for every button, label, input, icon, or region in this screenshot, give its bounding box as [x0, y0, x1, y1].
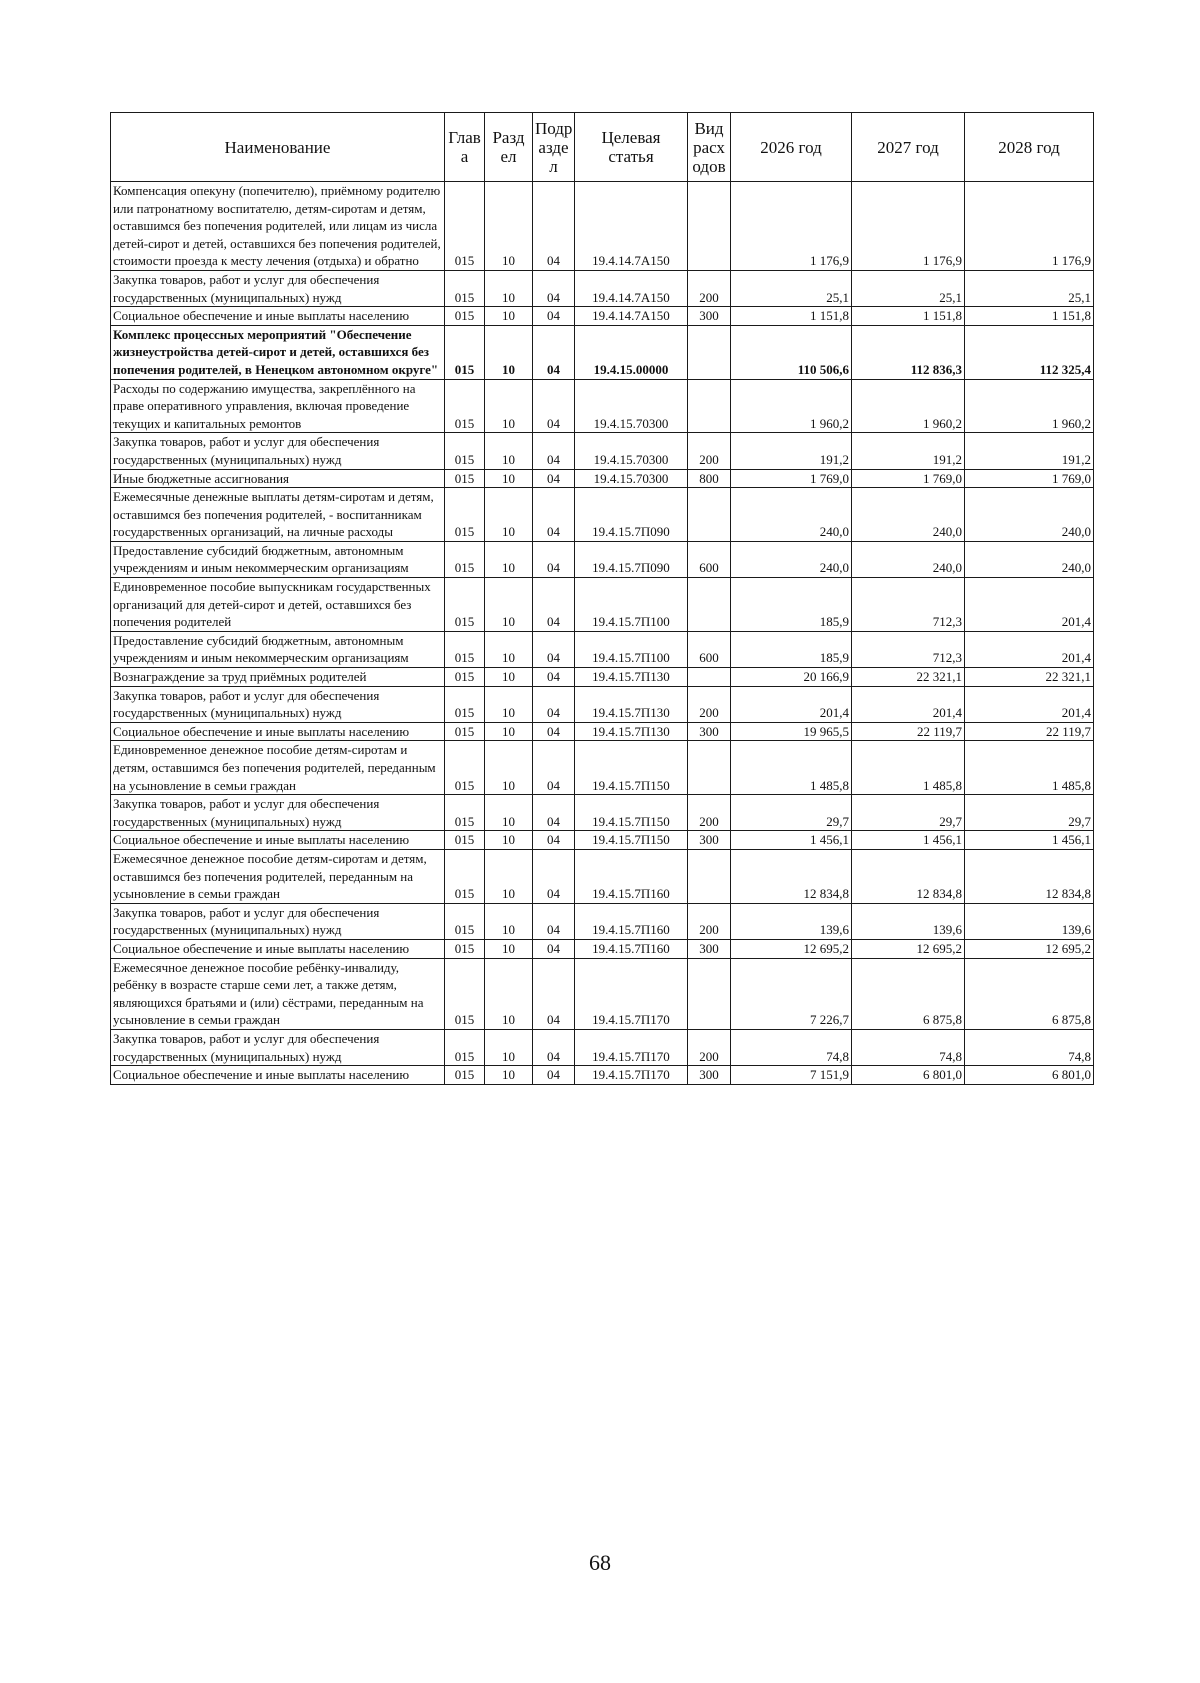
cell-expense-type: [688, 958, 731, 1029]
cell-glava: 015: [445, 433, 485, 469]
cell-target-article: 19.4.15.7П170: [575, 1029, 688, 1065]
cell-razdel: 10: [485, 182, 533, 271]
cell-2026: 7 226,7: [731, 958, 852, 1029]
table-row: [111, 903, 1094, 939]
cell-2028: 25,1: [965, 270, 1094, 306]
cell-glava: 015: [445, 741, 485, 795]
cell-2026: 185,9: [731, 631, 852, 667]
cell-2027: 240,0: [852, 488, 965, 542]
cell-expense-type: [688, 325, 731, 379]
table-row: [111, 469, 1094, 488]
table-body: [111, 182, 1094, 1085]
cell-expense-type: [688, 741, 731, 795]
header-glava: Глав а: [445, 113, 485, 182]
table-row: [111, 831, 1094, 850]
table-row: [111, 668, 1094, 687]
cell-target-article: 19.4.15.7П170: [575, 1066, 688, 1085]
cell-2028: 12 834,8: [965, 849, 1094, 903]
cell-2027: 191,2: [852, 433, 965, 469]
cell-2027: 139,6: [852, 903, 965, 939]
cell-expense-type: 600: [688, 541, 731, 577]
cell-2027: 1 960,2: [852, 379, 965, 433]
header-name: Наименование: [111, 113, 445, 182]
cell-target-article: 19.4.15.7П170: [575, 958, 688, 1029]
cell-podrazdel: 04: [533, 795, 575, 831]
cell-name: Единовременное пособие выпускникам государственных организаций для детей-сирот и детей, оставшихся без попечения родителей: [111, 578, 445, 632]
cell-razdel: 10: [485, 1066, 533, 1085]
cell-podrazdel: 04: [533, 1029, 575, 1065]
cell-2028: 112 325,4: [965, 325, 1094, 379]
cell-2027: 12 695,2: [852, 939, 965, 958]
table-row: [111, 578, 1094, 632]
cell-razdel: 10: [485, 849, 533, 903]
header-razdel: Разд ел: [485, 113, 533, 182]
cell-glava: 015: [445, 270, 485, 306]
table-row: [111, 795, 1094, 831]
cell-2027: 1 176,9: [852, 182, 965, 271]
cell-podrazdel: 04: [533, 433, 575, 469]
header-year-2027: 2027 год: [852, 113, 965, 182]
cell-glava: 015: [445, 686, 485, 722]
cell-razdel: 10: [485, 958, 533, 1029]
cell-2027: 6 875,8: [852, 958, 965, 1029]
cell-name: Социальное обеспечение и иные выплаты населению: [111, 939, 445, 958]
cell-name: Ежемесячные денежные выплаты детям-сиротам и детям, оставшимся без попечения родителей, - воспитанникам государственных организаций, на личные расходы: [111, 488, 445, 542]
cell-2028: 240,0: [965, 488, 1094, 542]
cell-target-article: 19.4.15.7П150: [575, 741, 688, 795]
cell-podrazdel: 04: [533, 958, 575, 1029]
cell-podrazdel: 04: [533, 939, 575, 958]
cell-2028: 1 151,8: [965, 307, 1094, 326]
cell-podrazdel: 04: [533, 686, 575, 722]
table-header-row: [111, 113, 1094, 182]
cell-name: Закупка товаров, работ и услуг для обеспечения государственных (муниципальных) нужд: [111, 1029, 445, 1065]
cell-razdel: 10: [485, 722, 533, 741]
table-row: [111, 958, 1094, 1029]
table-row: [111, 722, 1094, 741]
table-row: [111, 686, 1094, 722]
cell-expense-type: 200: [688, 795, 731, 831]
cell-name: Единовременное денежное пособие детям-сиротам и детям, оставшимся без попечения родителей, переданным на усыновление в семьи граждан: [111, 741, 445, 795]
cell-target-article: 19.4.15.7П160: [575, 849, 688, 903]
cell-2026: 1 960,2: [731, 379, 852, 433]
cell-glava: 015: [445, 795, 485, 831]
cell-2026: 240,0: [731, 541, 852, 577]
cell-name: Комплекс процессных мероприятий "Обеспечение жизнеустройства детей-сирот и детей, оставшихся без попечения родителей, в Ненецком автономном округе": [111, 325, 445, 379]
cell-glava: 015: [445, 541, 485, 577]
cell-target-article: 19.4.15.7П160: [575, 939, 688, 958]
cell-2026: 12 834,8: [731, 849, 852, 903]
cell-target-article: 19.4.15.7П100: [575, 631, 688, 667]
table-row: [111, 270, 1094, 306]
header-podrazdel: Подр азде л: [533, 113, 575, 182]
cell-podrazdel: 04: [533, 903, 575, 939]
table-row: [111, 1066, 1094, 1085]
cell-razdel: 10: [485, 488, 533, 542]
cell-2026: 1 485,8: [731, 741, 852, 795]
cell-target-article: 19.4.15.7П130: [575, 668, 688, 687]
cell-target-article: 19.4.15.7П090: [575, 541, 688, 577]
cell-podrazdel: 04: [533, 270, 575, 306]
cell-glava: 015: [445, 469, 485, 488]
cell-2026: 74,8: [731, 1029, 852, 1065]
cell-glava: 015: [445, 722, 485, 741]
cell-expense-type: 300: [688, 831, 731, 850]
cell-razdel: 10: [485, 741, 533, 795]
cell-target-article: 19.4.14.7А150: [575, 270, 688, 306]
table-row: [111, 939, 1094, 958]
cell-2026: 139,6: [731, 903, 852, 939]
cell-razdel: 10: [485, 903, 533, 939]
cell-2026: 12 695,2: [731, 939, 852, 958]
cell-glava: 015: [445, 1066, 485, 1085]
cell-target-article: 19.4.15.7П130: [575, 686, 688, 722]
cell-target-article: 19.4.14.7А150: [575, 182, 688, 271]
cell-name: Компенсация опекуну (попечителю), приёмному родителю или патронатному воспитателю, детям-сиротам и детям, оставшимся без попечения родителей, или лицам из числа детей-сирот и детей, оставшихся без попечения родителей, стоимости проезда к месту лечения (отдыха) и обратно: [111, 182, 445, 271]
cell-2028: 1 960,2: [965, 379, 1094, 433]
cell-2028: 240,0: [965, 541, 1094, 577]
cell-expense-type: [688, 578, 731, 632]
cell-2026: 1 176,9: [731, 182, 852, 271]
cell-2026: 1 151,8: [731, 307, 852, 326]
cell-name: Закупка товаров, работ и услуг для обеспечения государственных (муниципальных) нужд: [111, 795, 445, 831]
cell-2026: 25,1: [731, 270, 852, 306]
cell-2027: 240,0: [852, 541, 965, 577]
cell-target-article: 19.4.15.70300: [575, 469, 688, 488]
cell-2026: 20 166,9: [731, 668, 852, 687]
cell-2026: 29,7: [731, 795, 852, 831]
table-row: [111, 541, 1094, 577]
cell-target-article: 19.4.15.7П090: [575, 488, 688, 542]
cell-2028: 6 801,0: [965, 1066, 1094, 1085]
cell-expense-type: [688, 488, 731, 542]
cell-2026: 201,4: [731, 686, 852, 722]
cell-razdel: 10: [485, 307, 533, 326]
cell-razdel: 10: [485, 631, 533, 667]
cell-razdel: 10: [485, 831, 533, 850]
cell-target-article: 19.4.15.70300: [575, 433, 688, 469]
cell-2026: 240,0: [731, 488, 852, 542]
cell-2027: 6 801,0: [852, 1066, 965, 1085]
cell-podrazdel: 04: [533, 741, 575, 795]
cell-razdel: 10: [485, 379, 533, 433]
cell-podrazdel: 04: [533, 469, 575, 488]
cell-expense-type: 300: [688, 1066, 731, 1085]
cell-target-article: 19.4.15.7П130: [575, 722, 688, 741]
table-row: [111, 488, 1094, 542]
cell-podrazdel: 04: [533, 182, 575, 271]
cell-glava: 015: [445, 939, 485, 958]
cell-expense-type: [688, 849, 731, 903]
cell-podrazdel: 04: [533, 1066, 575, 1085]
cell-razdel: 10: [485, 939, 533, 958]
cell-expense-type: [688, 379, 731, 433]
cell-2027: 112 836,3: [852, 325, 965, 379]
cell-name: Социальное обеспечение и иные выплаты населению: [111, 307, 445, 326]
budget-table: [110, 112, 1094, 1085]
cell-name: Ежемесячное денежное пособие детям-сиротам и детям, оставшимся без попечения родителей, переданным на усыновление в семьи граждан: [111, 849, 445, 903]
table-row: [111, 307, 1094, 326]
cell-podrazdel: 04: [533, 668, 575, 687]
cell-target-article: 19.4.15.00000: [575, 325, 688, 379]
cell-glava: 015: [445, 578, 485, 632]
cell-razdel: 10: [485, 433, 533, 469]
cell-name: Социальное обеспечение и иные выплаты населению: [111, 1066, 445, 1085]
cell-podrazdel: 04: [533, 325, 575, 379]
cell-2027: 1 151,8: [852, 307, 965, 326]
cell-target-article: 19.4.15.7П150: [575, 795, 688, 831]
cell-razdel: 10: [485, 270, 533, 306]
cell-glava: 015: [445, 831, 485, 850]
cell-expense-type: 200: [688, 1029, 731, 1065]
cell-target-article: 19.4.14.7А150: [575, 307, 688, 326]
cell-2027: 712,3: [852, 631, 965, 667]
cell-target-article: 19.4.15.70300: [575, 379, 688, 433]
cell-glava: 015: [445, 1029, 485, 1065]
cell-2027: 25,1: [852, 270, 965, 306]
cell-podrazdel: 04: [533, 488, 575, 542]
cell-glava: 015: [445, 182, 485, 271]
cell-podrazdel: 04: [533, 307, 575, 326]
cell-2028: 201,4: [965, 578, 1094, 632]
cell-2028: 1 176,9: [965, 182, 1094, 271]
cell-glava: 015: [445, 631, 485, 667]
cell-2028: 1 485,8: [965, 741, 1094, 795]
cell-2028: 6 875,8: [965, 958, 1094, 1029]
cell-expense-type: 300: [688, 722, 731, 741]
page-number: 68: [589, 1550, 611, 1575]
cell-2028: 191,2: [965, 433, 1094, 469]
cell-podrazdel: 04: [533, 831, 575, 850]
cell-2028: 22 119,7: [965, 722, 1094, 741]
cell-2027: 22 321,1: [852, 668, 965, 687]
cell-glava: 015: [445, 488, 485, 542]
cell-glava: 015: [445, 668, 485, 687]
table-row: [111, 1029, 1094, 1065]
table-row: [111, 182, 1094, 271]
cell-2026: 19 965,5: [731, 722, 852, 741]
cell-2028: 12 695,2: [965, 939, 1094, 958]
cell-podrazdel: 04: [533, 541, 575, 577]
cell-glava: 015: [445, 307, 485, 326]
cell-2028: 201,4: [965, 631, 1094, 667]
cell-glava: 015: [445, 849, 485, 903]
cell-expense-type: 200: [688, 903, 731, 939]
cell-2026: 191,2: [731, 433, 852, 469]
cell-expense-type: [688, 668, 731, 687]
cell-glava: 015: [445, 325, 485, 379]
cell-2028: 74,8: [965, 1029, 1094, 1065]
cell-2027: 74,8: [852, 1029, 965, 1065]
cell-2027: 12 834,8: [852, 849, 965, 903]
cell-2026: 1 456,1: [731, 831, 852, 850]
cell-razdel: 10: [485, 686, 533, 722]
cell-2028: 201,4: [965, 686, 1094, 722]
cell-2026: 185,9: [731, 578, 852, 632]
cell-name: Иные бюджетные ассигнования: [111, 469, 445, 488]
cell-2026: 110 506,6: [731, 325, 852, 379]
cell-2028: 139,6: [965, 903, 1094, 939]
cell-name: Закупка товаров, работ и услуг для обеспечения государственных (муниципальных) нужд: [111, 903, 445, 939]
cell-razdel: 10: [485, 469, 533, 488]
cell-name: Закупка товаров, работ и услуг для обеспечения государственных (муниципальных) нужд: [111, 270, 445, 306]
cell-expense-type: 800: [688, 469, 731, 488]
cell-2027: 1 769,0: [852, 469, 965, 488]
cell-podrazdel: 04: [533, 722, 575, 741]
cell-name: Социальное обеспечение и иные выплаты населению: [111, 831, 445, 850]
cell-razdel: 10: [485, 578, 533, 632]
table-row: [111, 849, 1094, 903]
cell-razdel: 10: [485, 325, 533, 379]
cell-name: Предоставление субсидий бюджетным, автономным учреждениям и иным некоммерческим организациям: [111, 541, 445, 577]
table-row: [111, 631, 1094, 667]
cell-podrazdel: 04: [533, 849, 575, 903]
cell-2027: 201,4: [852, 686, 965, 722]
cell-name: Ежемесячное денежное пособие ребёнку-инвалиду, ребёнку в возрасте старше семи лет, а также детям, являющихся братьями и (или) сёстрами, переданным на усыновление в семьи граждан: [111, 958, 445, 1029]
table-row: [111, 379, 1094, 433]
cell-name: Социальное обеспечение и иные выплаты населению: [111, 722, 445, 741]
cell-2026: 1 769,0: [731, 469, 852, 488]
cell-2027: 1 456,1: [852, 831, 965, 850]
cell-2026: 7 151,9: [731, 1066, 852, 1085]
cell-2028: 22 321,1: [965, 668, 1094, 687]
table-row: [111, 741, 1094, 795]
cell-name: Закупка товаров, работ и услуг для обеспечения государственных (муниципальных) нужд: [111, 433, 445, 469]
cell-target-article: 19.4.15.7П100: [575, 578, 688, 632]
cell-razdel: 10: [485, 668, 533, 687]
header-target-article: Целевая статья: [575, 113, 688, 182]
cell-name: Вознаграждение за труд приёмных родителей: [111, 668, 445, 687]
cell-glava: 015: [445, 958, 485, 1029]
table-row: [111, 433, 1094, 469]
cell-name: Расходы по содержанию имущества, закреплённого на праве оперативного управления, включая проведение текущих и капитальных ремонтов: [111, 379, 445, 433]
cell-target-article: 19.4.15.7П160: [575, 903, 688, 939]
cell-expense-type: 300: [688, 939, 731, 958]
cell-razdel: 10: [485, 795, 533, 831]
cell-2027: 1 485,8: [852, 741, 965, 795]
cell-expense-type: 200: [688, 686, 731, 722]
table-row: [111, 325, 1094, 379]
cell-name: Закупка товаров, работ и услуг для обеспечения государственных (муниципальных) нужд: [111, 686, 445, 722]
cell-podrazdel: 04: [533, 631, 575, 667]
header-year-2028: 2028 год: [965, 113, 1094, 182]
cell-glava: 015: [445, 379, 485, 433]
cell-glava: 015: [445, 903, 485, 939]
cell-podrazdel: 04: [533, 379, 575, 433]
cell-expense-type: 200: [688, 270, 731, 306]
cell-target-article: 19.4.15.7П150: [575, 831, 688, 850]
cell-razdel: 10: [485, 541, 533, 577]
cell-expense-type: 600: [688, 631, 731, 667]
cell-expense-type: 200: [688, 433, 731, 469]
header-year-2026: 2026 год: [731, 113, 852, 182]
cell-expense-type: 300: [688, 307, 731, 326]
cell-2027: 29,7: [852, 795, 965, 831]
cell-name: Предоставление субсидий бюджетным, автономным учреждениям и иным некоммерческим организациям: [111, 631, 445, 667]
cell-podrazdel: 04: [533, 578, 575, 632]
cell-2027: 22 119,7: [852, 722, 965, 741]
cell-2028: 29,7: [965, 795, 1094, 831]
cell-2028: 1 456,1: [965, 831, 1094, 850]
cell-2027: 712,3: [852, 578, 965, 632]
header-expense-type: Вид расх одов: [688, 113, 731, 182]
cell-2028: 1 769,0: [965, 469, 1094, 488]
cell-expense-type: [688, 182, 731, 271]
cell-razdel: 10: [485, 1029, 533, 1065]
